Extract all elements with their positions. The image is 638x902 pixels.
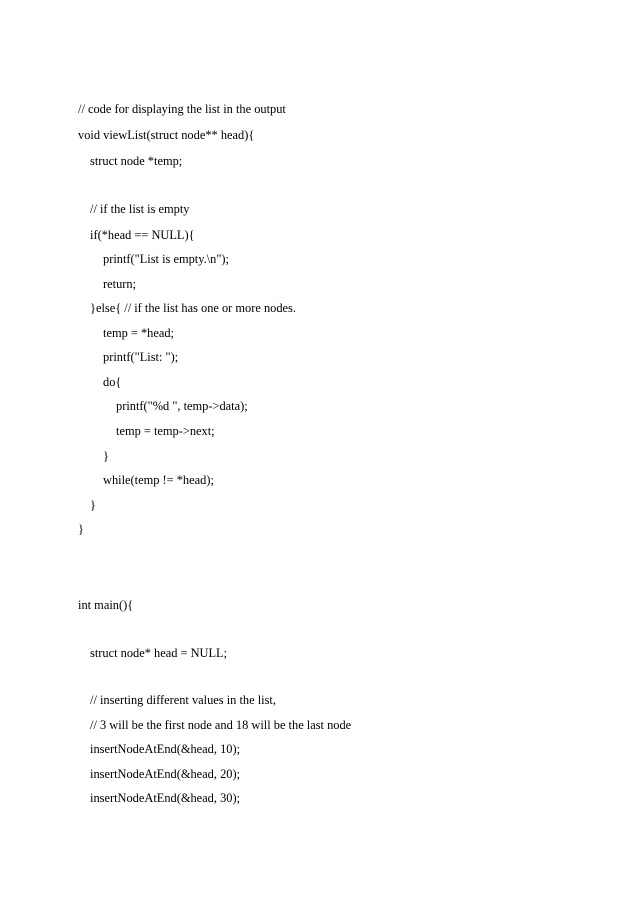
head-declaration: struct node* head = NULL;: [90, 646, 228, 660]
comment-display-list: // code for displaying the list in the output: [78, 102, 286, 116]
comment-inserting-values: // inserting different values in the list,: [90, 693, 276, 707]
printf-list-label: printf("List: ");: [103, 350, 179, 364]
temp-assign-head: temp = *head;: [103, 326, 174, 340]
main-signature: int main(){: [78, 598, 134, 612]
temp-declaration: struct node *temp;: [90, 154, 183, 168]
temp-assign-next: temp = temp->next;: [116, 424, 215, 438]
if-head-null: if(*head == NULL){: [90, 228, 195, 242]
while-condition: while(temp != *head);: [103, 473, 214, 487]
printf-temp-data: printf("%d ", temp->data);: [116, 399, 248, 413]
comment-list-empty: // if the list is empty: [90, 202, 190, 216]
viewlist-signature: void viewList(struct node** head){: [78, 128, 255, 142]
comment-first-last-node: // 3 will be the first node and 18 will be the last node: [90, 718, 352, 732]
else-close: }: [90, 498, 96, 512]
insert-node-20: insertNodeAtEnd(&head, 20);: [90, 767, 241, 781]
do-close: }: [103, 449, 109, 463]
insert-node-10: insertNodeAtEnd(&head, 10);: [90, 742, 241, 756]
function-close: }: [78, 522, 84, 536]
insert-node-30: insertNodeAtEnd(&head, 30);: [90, 791, 241, 805]
return-statement: return;: [103, 277, 137, 291]
do-open: do{: [103, 375, 122, 389]
printf-list-empty: printf("List is empty.\n");: [103, 252, 229, 266]
else-branch: }else{ // if the list has one or more nodes.: [90, 301, 296, 315]
